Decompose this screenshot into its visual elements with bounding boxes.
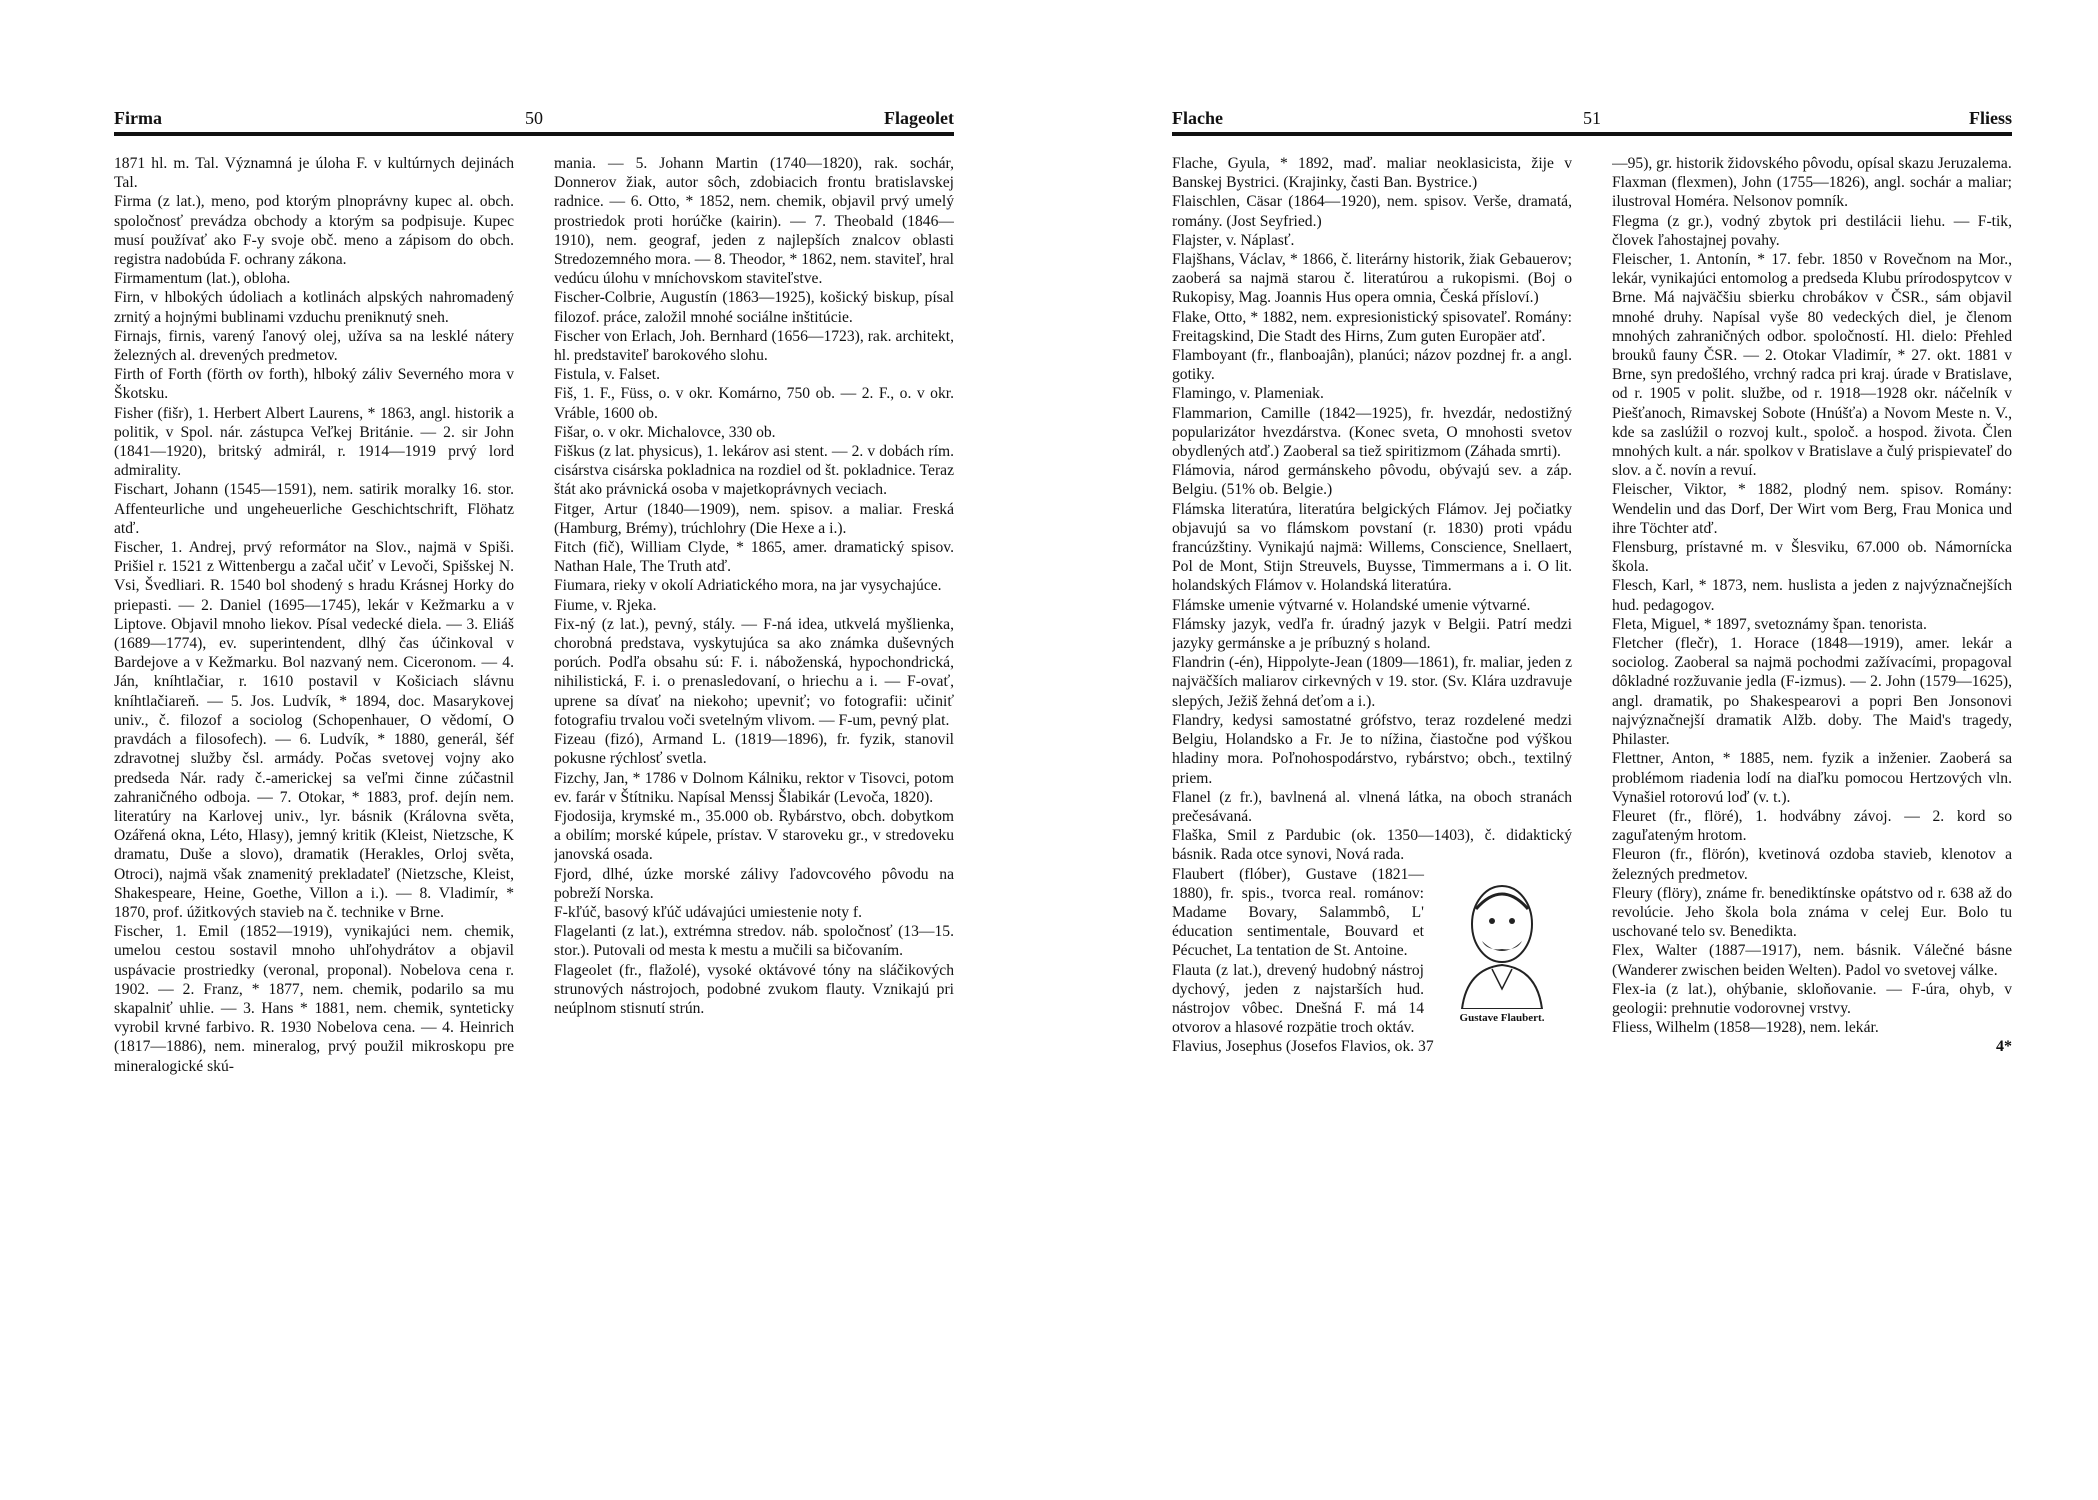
entry: Flandry, kedysi samostatné grófstvo, teraz rozdelené medzi Belgiu, Holandsko a Fr. Je to nížina, čiastočne pod výškou hladiny mora. Poľnohospodárstvo, rybárstvo; obch., textilný priem. — [1172, 711, 1572, 787]
entry: Fišar, o. v okr. Michalovce, 330 ob. — [554, 423, 776, 441]
entry: Fix-ný (z lat.), pevný, stály. — F-ná idea, utkvelá myšlienka, chorobná predstava, vyskytujúca sa ako známka duševných porúch. Podľa obsahu sú: F. i. náboženská, hypochondrická, nihilistická, F. i. o prenasledovaní, o hriechu a i. — F-ovať, uprene sa dívať na niekoho; upevniť; vo fotografii: učiniť fotografiu trvalou voči svetelným vlivom. — F-um, pevný plat. — [554, 615, 954, 729]
portrait-illustration — [1442, 869, 1562, 1009]
entry: Flamboyant (fr., flanboajân), planúci; názov pozdnej fr. a angl. gotiky. — [1172, 347, 1572, 384]
entry: Flajster, v. Náplasť. — [1172, 231, 1295, 249]
entry: Firth of Forth (förth ov forth), hlboký záliv Severného mora v Škotsku. — [114, 366, 514, 403]
column-right — [1612, 154, 2012, 1464]
entry: Fischer, 1. Andrej, prvý reformátor na Slov., najmä v Spiši. Prišiel r. 1521 z Wittenbergu a začal učiť v Levoči, Spišskej N. Vsi, Švedliari. R. 1540 bol shodený s hradu Krásnej Horky do priepasti. — 2. Daniel (1695—1745), lekár v Kežmarku a v Liptove. Objavil mnoho liekov. Písal vedecké diela. — 3. Eliáš (1689—1774), ev. superintendent, dlhý čas účinkoval v Bardejove a v Kežmarku. Bol nazvaný nem. Ciceronom. — 4. Ján, kníhtlačiar, r. 1610 postavil v Košiciach slávnu kníhtlačiareň. — 5. Jos. Ludvík, * 1894, doc. Masarykovej univ., č. filozof a sociolog (Schopenhauer, O vědomí, O pravdách a filosofech). — 6. Ludvík, * 1880, generál, šéf zdravotnej služby čsl. armády. Počas svetovej vojny ako predseda Nár. rady č.-americkej sa veľmi činne zúčastnil zahraničného odboja. — 7. Otokar, * 1883, prof. dejín nem. literatúry na Karlovej univ., lyr. básnik (Královna světa, Ozářená okna, Léto, Hlasy), jemný kritik (Kleist, Nietzsche, K dramatu, Duše a slovo), dramatik (Herakles, Orloj světa, Otroci), najmä však znamenitý prekladateľ (Nietzsche, Kleist, Shakespeare, Heine, Goethe, Villon a i.). — 8. Vladimír, * 1870, prof. úžitkových stavieb na č. technike v Brne. — [114, 539, 514, 921]
entry: Fjodosija, krymské m., 35.000 ob. Rybárstvo, obch. dobytkom a obilím; morské kúpele, prístav. V staroveku gr., v stredoveku janovská osada. — [554, 807, 954, 864]
entry: Flex-ia (z lat.), ohýbanie, skloňovanie. — F-úra, ohyb, v geologii: prehnutie vodorovnej vrstvy. — [1612, 980, 2012, 1017]
entry: Flaischlen, Cäsar (1864—1920), nem. spisov. Verše, dramatá, romány. (Jost Seyfried.) — [1172, 193, 1572, 230]
entry: Fischart, Johann (1545—1591), nem. satirik moralky 16. stor. Affenteurliche und ungeheuerliche Geschichtschrift, Flöhatz atď. — [114, 481, 514, 537]
entry: Flanel (z fr.), bavlnená al. vlnená látka, na oboch stranách prečesávaná. — [1172, 788, 1572, 825]
signature-mark: 4* — [1996, 1038, 2012, 1056]
entry: Fitger, Artur (1840—1909), nem. spisov. a maliar. Freská (Hamburg, Brémy), trúchlohry (Die Hexe a i.). — [554, 500, 954, 537]
entry: Flavius, Josephus (Josefos Flavios, ok. 37 — [1172, 1038, 1434, 1056]
entry: F-kľúč, basový kľúč udávajúci umiestenie noty f. — [554, 903, 863, 921]
entry: Fiškus (z lat. physicus), 1. lekárov asi stent. — 2. v dobách rím. cisárstva cisárska pokladnica na rozdiel od št. pokladnice. Teraz štát ako právnická osoba v majetkoprávnych veciach. — [554, 443, 954, 499]
entry: Fisher (fišr), 1. Herbert Albert Laurens, * 1863, angl. historik a politik, v Spol. nár. zástupca Veľkej Británie. — 2. sir John (1841—1920), britský admirál, r. 1914—1919 prvý lord admirality. — [114, 404, 514, 480]
entry: Fizeau (fizó), Armand L. (1819—1896), fr. fyzik, stanovil pokusne rýchlosť svetla. — [554, 731, 954, 768]
entry: Fizchy, Jan, * 1786 v Dolnom Kálniku, rektor v Tisovci, potom ev. farár v Štítniku. Napísal Menssj Šlabikár (Levoča, 1820). — [554, 769, 954, 806]
entry: Flensburg, prístavné m. v Šlesviku, 67.000 ob. Námornícka škola. — [1612, 539, 2012, 576]
entry: mania. — 5. Johann Martin (1740—1820), rak. sochár, Donnerov žiak, autor sôch, zdobiacich frontu bratislavskej radnice. — 6. Otto, * 1852, nem. chemik, objavil prvý umelý prostriedok proti horúčke (kairin). — 7. Theobald (1846—1910), nem. geograf, jeden z najlepších znalcov oblasti Stredozemného mora. — 8. Theodor, * 1862, nem. staviteľ, hral vedúcu úlohu v mníchovskom staviteľstve. — [554, 155, 954, 288]
entry: Fletcher (flečr), 1. Horace (1848—1919), amer. lekár a sociolog. Zaoberal sa najmä pochodmi zažívacími, propagoval dôkladné rozžuvanie jedla (F-izmus). — 2. John (1579—1625), angl. dramatik, po Shakespearovi a popri Ben Jonsonovi najvýznačnejší dramatik Alžb. doby. The Maid's tragedy, Philaster. — [1612, 635, 2012, 749]
entry: Flammarion, Camille (1842—1925), fr. hvezdár, nedostižný popularizátor hvezdárstva. (Konec sveta, O mnohosti svetov obydlených atď.) Zaoberal sa tiež spiritizmom (Záhada smrti). — [1172, 404, 1572, 461]
entry: —95), gr. historik židovského pôvodu, opísal skazu Jeruzalema. — [1612, 155, 2012, 172]
entry: Fjord, dlhé, úzke morské zálivy ľadovcového pôvodu na pobreží Norska. — [554, 865, 954, 902]
entry: Fischer, 1. Emil (1852—1919), vynikajúci nem. chemik, umelou cestou sostavil mnoho uhľohydrátov a objavil uspávacie prostriedky (veronal, proponal). Nobelova cena r. 1902. — 2. Franz, * 1877, nem. chemik, podarilo sa mu skapalniť uhlie. — 3. Hans * 1881, nem. chemik, synteticky vyrobil krvné farbivo. R. 1930 Nobelova cena. — 4. Heinrich (1817—1886), nem. mineralog, prvý použil mikroskopu pre mineralogické skú- — [114, 923, 514, 1075]
entry: Flajšhans, Václav, * 1866, č. literárny historik, žiak Gebauerov; zaoberá sa najmä starou č. literatúrou a rukopismi. (Boj o Rukopisy, Mag. Joannis Hus opera omnia, Česká přísloví.) — [1172, 251, 1572, 307]
column-right — [554, 154, 954, 1464]
entry: Fischer-Colbrie, Augustín (1863—1925), košický biskup, písal filozof. práce, založil mnohé sociálne inštitúcie. — [554, 289, 954, 326]
entry: Fleuret (fr., flöré), 1. hodvábny závoj. — 2. kord so zaguľateným hrotom. — [1612, 807, 2012, 845]
page-number: 50 — [525, 108, 543, 128]
entry: Firn, v hlbokých údoliach a kotlinách alpských nahromadený zrnitý a hojnými bublinami vzduchu preniknutý sneh. — [114, 289, 514, 326]
entry: Flettner, Anton, * 1885, nem. fyzik a inženier. Zaoberá sa problémom riadenia lodí na diaľku pomocou Hertzových vln. Vynašiel rotorovú loď (v. t.). — [1612, 750, 2012, 806]
entry: Flaška, Smil z Pardubic (ok. 1350—1403), č. didaktický básnik. Rada otce synovi, Nová rada. — [1172, 827, 1572, 864]
entry: Fiume, v. Rjeka. — [554, 596, 657, 614]
entry: Fleischer, 1. Antonín, * 17. febr. 1850 v Rovečnom na Mor., lekár, vynikajúci entomolog a predseda Klubu prírodospytcov v Brne. Má najväčšiu sbierku chrobákov v ČSR., sám objavil mnohé druhy. Napísal vyše 80 vedeckých diel, je členom mnohých zahraničných odbor. spoločností. Hl. dielo: Přehled brouků fauny ČSR. — 2. Otokar Vladimír, * 27. okt. 1881 v Brne, syn predošlého, vrchný radca pri kraj. úrade v Bratislave, od r. 1905 v polit. službe, od r. 1918—1928 okr. náčelník v Piešťanoch, Rimavskej Sobote (Hnúšťa) a Novom Meste n. V., kde sa zaslúžil o rozvoj kult., spoloč. a hospod. života. Člen mnohých kult. a nár. spolkov v Bratislave a čulý prispievateľ do slov. a č. novín a revuí. — [1612, 251, 2012, 480]
page-number: 51 — [1583, 108, 1601, 128]
column-left — [114, 154, 514, 1464]
entry: Fleuron (fr., flörón), kvetinová ozdoba stavieb, klenotov a železných predmetov. — [1612, 846, 2012, 883]
entry: Fleischer, Viktor, * 1882, plodný nem. spisov. Romány: Wendelin und das Dorf, Der Wirt vom Berg, Frau Monica und ihre Töchter atď. — [1612, 481, 2012, 537]
entry: Flaxman (flexmen), John (1755—1826), angl. sochár a maliar; ilustroval Homéra. Nelsonov pomník. — [1612, 174, 2012, 211]
header-left-word: Flache — [1172, 108, 1223, 128]
entry: 1871 hl. m. Tal. Významná je úloha F. v kultúrnych dejinách Tal. — [114, 155, 514, 192]
entry: Flex, Walter (1887—1917), nem. básnik. Válečné básne (Wanderer zwischen beiden Welten). Padol vo svetovej válke. — [1612, 942, 2012, 979]
entry: Flamingo, v. Plameniak. — [1172, 385, 1324, 403]
entry: Fischer von Erlach, Joh. Bernhard (1656—1723), rak. architekt, hl. predstaviteľ barokového slohu. — [554, 327, 954, 365]
entry: Firma (z lat.), meno, pod ktorým plnoprávny kupec al. obch. spoločnosť prevádza obchody a ktorým sa podpisuje. Kupec musí používať ako F-y svoje obč. meno a zápisom do obch. registra nadobúda F. ochrany zákona. — [114, 193, 514, 269]
running-header — [1172, 96, 2012, 136]
entry: Fleta, Miguel, * 1897, svetoznámy špan. tenorista. — [1612, 615, 1927, 633]
header-right-word: Flageolet — [884, 108, 954, 128]
left-page — [114, 96, 954, 1476]
entry: Flagelanti (z lat.), extrémna stredov. náb. spoločnosť (13—15. stor.). Putovali od mesta k mestu a mučili sa bičovaním. — [554, 923, 954, 960]
entry: Fistula, v. Falset. — [554, 366, 660, 384]
entry: Flaubert (flóber), Gustave (1821—1880), fr. spis., tvorca real. románov: Madame Bovary, Salammbô, L' éducation sentimentale, Bouvard et Pécuchet, La tentation de St. Antoine. — [1172, 865, 1424, 960]
entry: Flámsky jazyk, vedľa fr. úradný jazyk v Belgii. Patrí medzi jazyky germánske a je príbuzný s holand. — [1172, 615, 1572, 653]
columns — [114, 154, 954, 1464]
header-left-word: Firma — [114, 108, 162, 128]
right-page — [1172, 96, 2012, 1476]
entry: Firmamentum (lat.), obloha. — [114, 270, 291, 288]
entry: Fiš, 1. F., Füss, o. v okr. Komárno, 750 ob. — 2. F., o. v okr. Vráble, 1600 ob. — [554, 385, 954, 422]
entry: Firnajs, firnis, varený ľanový olej, užíva sa na lesklé nátery železných al. drevených predmetov. — [114, 327, 514, 365]
portrait-caption: Gustave Flaubert. — [1459, 1011, 1545, 1024]
entry: Flageolet (fr., flažolé), vysoké oktávové tóny na sláčikových strunových nástrojoch, podobné zvukom flauty. Vznikajú pri neúplnom stisnutí strún. — [554, 961, 954, 1017]
entry: Flache, Gyula, * 1892, maď. maliar neoklasicista, žije v Banskej Bystrici. (Krajinky, časti Ban. Bystrice.) — [1172, 155, 1572, 192]
entry: Flake, Otto, * 1882, nem. expresionistický spisovateľ. Romány: Freitagskind, Die Stadt des Hirns, Zum guten Europäer atď. — [1172, 308, 1572, 345]
entry: Flauta (z lat.), drevený hudobný nástroj dychový, jeden z najstarších hud. nástrojov vôbec. Dnešná F. má 14 otvorov a hlasové rozpätie troch oktáv. — [1172, 961, 1424, 1037]
entry: Fleury (flöry), známe fr. benediktínske opátstvo od r. 638 až do revolúcie. Jeho škola bola známa v celej Eur. Bolo tu uschované telo sv. Benedikta. — [1612, 884, 2012, 941]
flaubert-portrait — [1432, 869, 1572, 1028]
running-header — [114, 96, 954, 136]
column-left — [1172, 154, 1572, 1464]
entry: Fiumara, rieky v okolí Adriatického mora, na jar vysychajúce. — [554, 577, 942, 595]
entry: Flámska literatúra, literatúra belgických Flámov. Jej počiatky objavujú sa vo flámskom povstaní (r. 1830) proti vpádu francúzštiny. Vynikajú najmä: Willems, Conscience, Snellaert, Pol de Mont, Stijn Streuvels, Buysse, Timmermans a i. O lit. holandských Flámov v. Holandská literatúra. — [1172, 500, 1572, 595]
entry: Flámovia, národ germánskeho pôvodu, obývajú sev. a záp. Belgiu. (51% ob. Belgie.) — [1172, 462, 1572, 499]
entry: Flámske umenie výtvarné v. Holandské umenie výtvarné. — [1172, 596, 1531, 614]
entry: Flesch, Karl, * 1873, nem. huslista a jeden z najvýznačnejších hud. pedagogov. — [1612, 577, 2012, 614]
entry: Fliess, Wilhelm (1858—1928), nem. lekár. — [1612, 1019, 1879, 1037]
header-right-word: Fliess — [1969, 108, 2012, 128]
entry: Fitch (fič), William Clyde, * 1865, amer. dramatický spisov. Nathan Hale, The Truth atď. — [554, 539, 954, 576]
entry: Flandrin (-én), Hippolyte-Jean (1809—1861), fr. maliar, jeden z najväčších maliarov cirkevných v 19. stor. (Sv. Klára uzdravuje slepých, Ježiš žehná deťom a i.). — [1172, 654, 1572, 710]
columns — [1172, 154, 2012, 1464]
entry: Flegma (z gr.), vodný zbytok pri destilácii liehu. — F-tik, človek ľahostajnej povahy. — [1612, 212, 2012, 249]
